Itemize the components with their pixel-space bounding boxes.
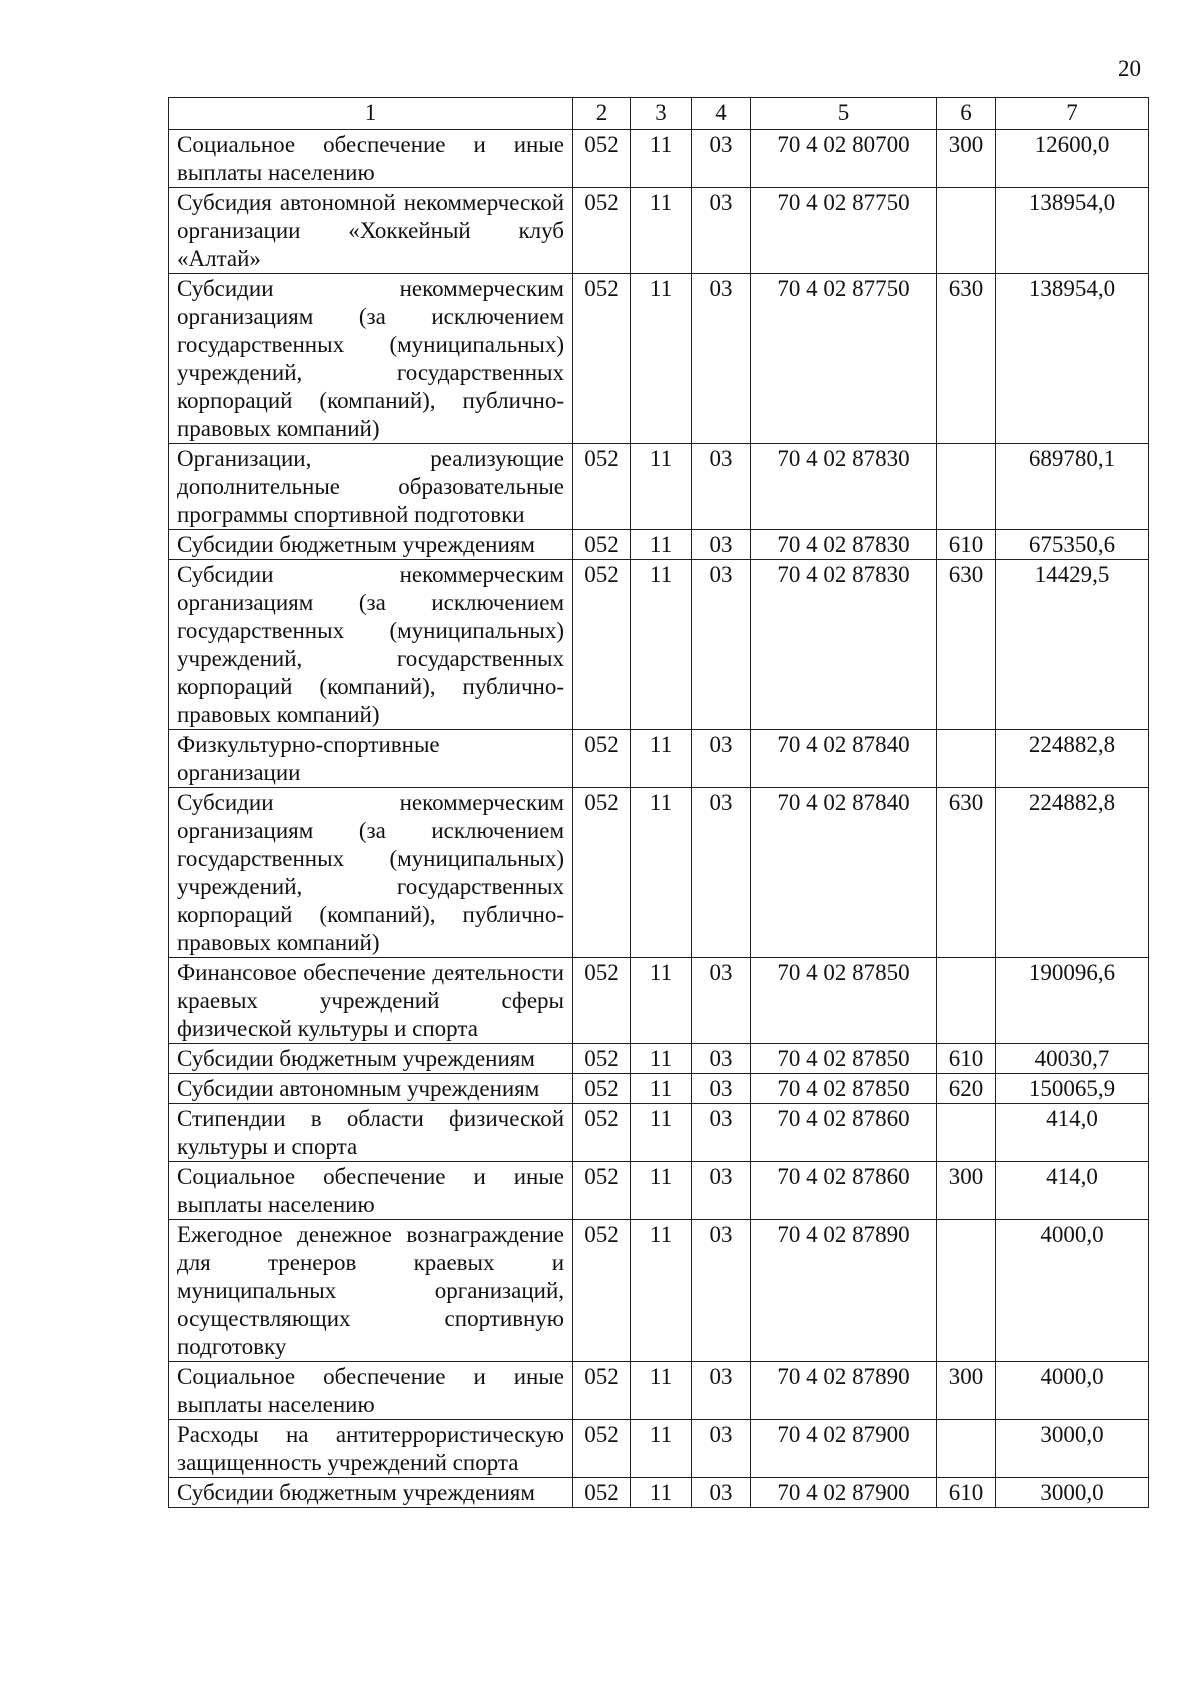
section-code-cell: 11 (631, 958, 692, 1044)
row-name-cell: Субсидия автономной некоммерческой организации «Хоккейный клуб «Алтай» (169, 188, 573, 274)
ministry-code-cell: 052 (573, 958, 631, 1044)
row-name-cell: Физкультурно-спортивные организации (169, 730, 573, 788)
ministry-code-cell: 052 (573, 788, 631, 958)
expense-type-cell (937, 1220, 996, 1362)
budget-table (168, 97, 1149, 1508)
section-code-cell: 11 (631, 1220, 692, 1362)
section-code-cell: 11 (631, 530, 692, 560)
row-name-cell: Социальное обеспечение и иные выплаты населению (169, 1162, 573, 1220)
amount-cell: 12600,0 (996, 130, 1149, 188)
section-code-cell: 11 (631, 1044, 692, 1074)
table-row (169, 530, 1149, 560)
ministry-code-cell: 052 (573, 1362, 631, 1420)
column-header: 1 (169, 98, 573, 130)
expense-type-cell: 300 (937, 1362, 996, 1420)
header-row (169, 98, 1149, 130)
subsection-code-cell: 03 (692, 560, 751, 730)
expense-type-cell (937, 730, 996, 788)
section-code-cell: 11 (631, 444, 692, 530)
target-code-cell: 70 4 02 87840 (751, 788, 937, 958)
subsection-code-cell: 03 (692, 958, 751, 1044)
expense-type-cell (937, 188, 996, 274)
row-name-cell: Стипендии в области физической культуры и спорта (169, 1104, 573, 1162)
expense-type-cell (937, 444, 996, 530)
section-code-cell: 11 (631, 274, 692, 444)
expense-type-cell: 610 (937, 1478, 996, 1508)
expense-type-cell: 610 (937, 530, 996, 560)
target-code-cell: 70 4 02 87850 (751, 1074, 937, 1104)
target-code-cell: 70 4 02 87860 (751, 1162, 937, 1220)
expense-type-cell: 620 (937, 1074, 996, 1104)
subsection-code-cell: 03 (692, 1420, 751, 1478)
target-code-cell: 70 4 02 87830 (751, 444, 937, 530)
column-header: 7 (996, 98, 1149, 130)
table-row (169, 560, 1149, 730)
subsection-code-cell: 03 (692, 130, 751, 188)
ministry-code-cell: 052 (573, 1162, 631, 1220)
amount-cell: 138954,0 (996, 274, 1149, 444)
target-code-cell: 70 4 02 87900 (751, 1478, 937, 1508)
amount-cell: 3000,0 (996, 1478, 1149, 1508)
section-code-cell: 11 (631, 1104, 692, 1162)
ministry-code-cell: 052 (573, 444, 631, 530)
page-number: 20 (1118, 56, 1141, 81)
target-code-cell: 70 4 02 87860 (751, 1104, 937, 1162)
target-code-cell: 70 4 02 87840 (751, 730, 937, 788)
subsection-code-cell: 03 (692, 1104, 751, 1162)
expense-type-cell: 300 (937, 1162, 996, 1220)
expense-type-cell: 610 (937, 1044, 996, 1074)
row-name-cell: Ежегодное денежное вознаграждение для тренеров краевых и муниципальных организаций, осуществляющих спортивную подготовку (169, 1220, 573, 1362)
subsection-code-cell: 03 (692, 530, 751, 560)
row-name-cell: Расходы на антитеррористическую защищенность учреждений спорта (169, 1420, 573, 1478)
subsection-code-cell: 03 (692, 1074, 751, 1104)
amount-cell: 3000,0 (996, 1420, 1149, 1478)
amount-cell: 14429,5 (996, 560, 1149, 730)
section-code-cell: 11 (631, 1074, 692, 1104)
amount-cell: 40030,7 (996, 1044, 1149, 1074)
row-name-cell: Субсидии бюджетным учреждениям (169, 1044, 573, 1074)
amount-cell: 689780,1 (996, 444, 1149, 530)
table-row (169, 1162, 1149, 1220)
table-row (169, 274, 1149, 444)
ministry-code-cell: 052 (573, 560, 631, 730)
table-row (169, 1478, 1149, 1508)
table-row (169, 1104, 1149, 1162)
expense-type-cell (937, 1420, 996, 1478)
subsection-code-cell: 03 (692, 1220, 751, 1362)
subsection-code-cell: 03 (692, 188, 751, 274)
amount-cell: 675350,6 (996, 530, 1149, 560)
amount-cell: 4000,0 (996, 1220, 1149, 1362)
target-code-cell: 70 4 02 87900 (751, 1420, 937, 1478)
table-row (169, 958, 1149, 1044)
ministry-code-cell: 052 (573, 1420, 631, 1478)
expense-type-cell (937, 1104, 996, 1162)
subsection-code-cell: 03 (692, 1478, 751, 1508)
amount-cell: 224882,8 (996, 788, 1149, 958)
ministry-code-cell: 052 (573, 1104, 631, 1162)
subsection-code-cell: 03 (692, 788, 751, 958)
section-code-cell: 11 (631, 130, 692, 188)
column-header: 2 (573, 98, 631, 130)
subsection-code-cell: 03 (692, 730, 751, 788)
expense-type-cell (937, 958, 996, 1044)
amount-cell: 150065,9 (996, 1074, 1149, 1104)
table-row (169, 188, 1149, 274)
row-name-cell: Субсидии некоммерческим организациям (за исключением государственных (муниципальных) учреждений, государственных корпораций (компаний), публично-правовых компаний) (169, 274, 573, 444)
table-row (169, 788, 1149, 958)
column-header: 6 (937, 98, 996, 130)
ministry-code-cell: 052 (573, 1220, 631, 1362)
row-name-cell: Субсидии некоммерческим организациям (за исключением государственных (муниципальных) учреждений, государственных корпораций (компаний), публично-правовых компаний) (169, 560, 573, 730)
amount-cell: 4000,0 (996, 1362, 1149, 1420)
table-body (169, 130, 1149, 1508)
subsection-code-cell: 03 (692, 274, 751, 444)
section-code-cell: 11 (631, 788, 692, 958)
expense-type-cell: 630 (937, 788, 996, 958)
section-code-cell: 11 (631, 1362, 692, 1420)
expense-type-cell: 630 (937, 274, 996, 444)
target-code-cell: 70 4 02 80700 (751, 130, 937, 188)
section-code-cell: 11 (631, 730, 692, 788)
table-row (169, 1220, 1149, 1362)
target-code-cell: 70 4 02 87850 (751, 1044, 937, 1074)
expense-type-cell: 300 (937, 130, 996, 188)
row-name-cell: Субсидии некоммерческим организациям (за исключением государственных (муниципальных) учреждений, государственных корпораций (компаний), публично-правовых компаний) (169, 788, 573, 958)
section-code-cell: 11 (631, 188, 692, 274)
target-code-cell: 70 4 02 87890 (751, 1220, 937, 1362)
row-name-cell: Социальное обеспечение и иные выплаты населению (169, 130, 573, 188)
table-row (169, 130, 1149, 188)
ministry-code-cell: 052 (573, 1074, 631, 1104)
table-row (169, 730, 1149, 788)
amount-cell: 138954,0 (996, 188, 1149, 274)
ministry-code-cell: 052 (573, 1044, 631, 1074)
section-code-cell: 11 (631, 1420, 692, 1478)
table-row (169, 1044, 1149, 1074)
subsection-code-cell: 03 (692, 1362, 751, 1420)
amount-cell: 224882,8 (996, 730, 1149, 788)
table-row (169, 1420, 1149, 1478)
ministry-code-cell: 052 (573, 530, 631, 560)
column-header: 5 (751, 98, 937, 130)
ministry-code-cell: 052 (573, 130, 631, 188)
ministry-code-cell: 052 (573, 274, 631, 444)
subsection-code-cell: 03 (692, 444, 751, 530)
amount-cell: 190096,6 (996, 958, 1149, 1044)
section-code-cell: 11 (631, 1478, 692, 1508)
target-code-cell: 70 4 02 87830 (751, 560, 937, 730)
expense-type-cell: 630 (937, 560, 996, 730)
row-name-cell: Финансовое обеспечение деятельности краевых учреждений сферы физической культуры и спорта (169, 958, 573, 1044)
row-name-cell: Субсидии автономным учреждениям (169, 1074, 573, 1104)
row-name-cell: Субсидии бюджетным учреждениям (169, 530, 573, 560)
target-code-cell: 70 4 02 87750 (751, 188, 937, 274)
section-code-cell: 11 (631, 1162, 692, 1220)
ministry-code-cell: 052 (573, 1478, 631, 1508)
row-name-cell: Субсидии бюджетным учреждениям (169, 1478, 573, 1508)
ministry-code-cell: 052 (573, 730, 631, 788)
subsection-code-cell: 03 (692, 1162, 751, 1220)
amount-cell: 414,0 (996, 1104, 1149, 1162)
ministry-code-cell: 052 (573, 188, 631, 274)
target-code-cell: 70 4 02 87750 (751, 274, 937, 444)
row-name-cell: Организации, реализующие дополнительные образовательные программы спортивной подготовки (169, 444, 573, 530)
amount-cell: 414,0 (996, 1162, 1149, 1220)
row-name-cell: Социальное обеспечение и иные выплаты населению (169, 1362, 573, 1420)
section-code-cell: 11 (631, 560, 692, 730)
target-code-cell: 70 4 02 87850 (751, 958, 937, 1044)
table-row (169, 1362, 1149, 1420)
column-header: 4 (692, 98, 751, 130)
column-header: 3 (631, 98, 692, 130)
subsection-code-cell: 03 (692, 1044, 751, 1074)
table-row (169, 1074, 1149, 1104)
table-row (169, 444, 1149, 530)
target-code-cell: 70 4 02 87830 (751, 530, 937, 560)
target-code-cell: 70 4 02 87890 (751, 1362, 937, 1420)
